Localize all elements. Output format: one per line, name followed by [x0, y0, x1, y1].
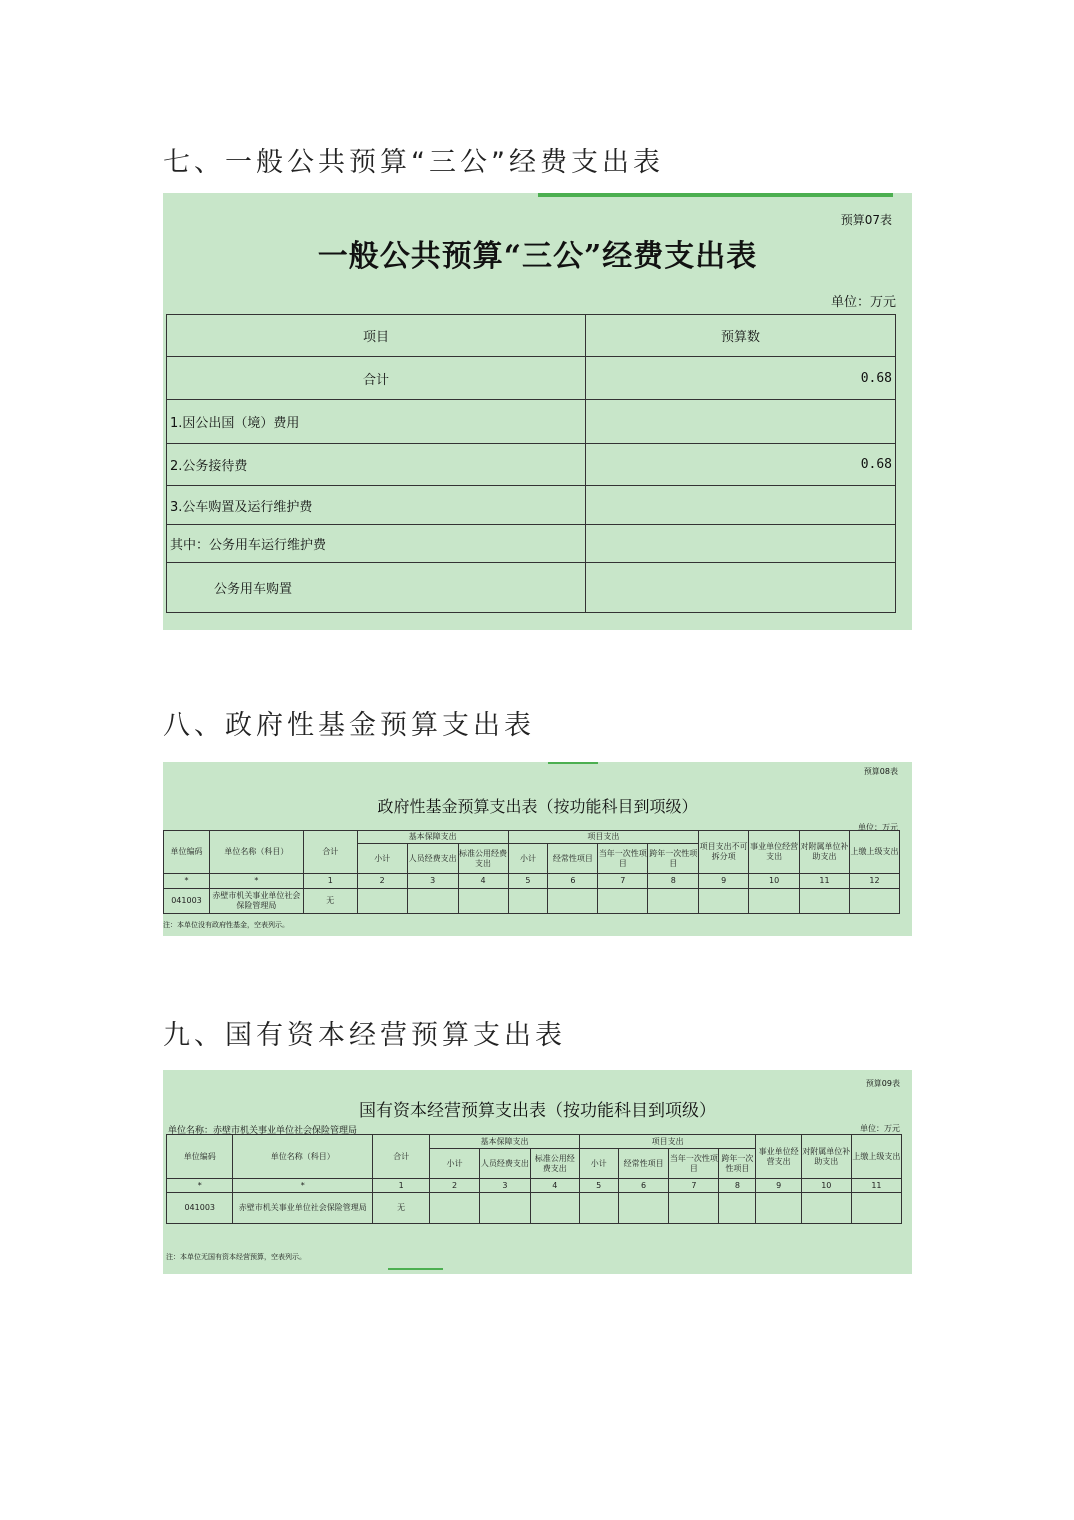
- table-row: [167, 525, 896, 563]
- three-public-expense-table: [166, 314, 896, 613]
- hdr-sub: 经常性项目: [548, 844, 598, 874]
- row-name: 赤壁市机关事业单位社会保险管理局: [209, 889, 303, 914]
- row-code: 041003: [164, 889, 210, 914]
- index-cell: 9: [756, 1179, 801, 1193]
- index-cell: *: [164, 874, 210, 889]
- gov-fund-expense-table: [163, 830, 900, 914]
- index-cell: 4: [458, 874, 508, 889]
- hdr-sub: 小计: [508, 844, 548, 874]
- index-cell: *: [233, 1179, 373, 1193]
- index-cell: 4: [530, 1179, 579, 1193]
- section7-heading: 七、一般公共预算“三公”经费支出表: [163, 147, 664, 178]
- index-cell: 11: [851, 1179, 901, 1193]
- hdr-name: 单位名称（科目）: [209, 831, 303, 874]
- unit-label: 单位：万元: [860, 1124, 900, 1133]
- table-row: [167, 444, 896, 486]
- hdr-sub: 经常性项目: [618, 1149, 669, 1179]
- panel-accent-bar: [538, 193, 893, 197]
- hdr-sub: 小计: [579, 1149, 618, 1179]
- index-cell: 9: [699, 874, 749, 889]
- hdr-project: 项目支出: [579, 1135, 756, 1149]
- table-number: 预算09表: [865, 1079, 900, 1088]
- index-row: [164, 874, 900, 889]
- table-title: 国有资本经营预算支出表（按功能科目到项级）: [359, 1101, 716, 1121]
- row-value: 0.68: [586, 357, 896, 400]
- hdr-sub: 当年一次性项目: [669, 1149, 719, 1179]
- table08-panel: [163, 762, 912, 936]
- row-value: 0.68: [586, 444, 896, 486]
- hdr-sub: 标准公用经费支出: [530, 1149, 579, 1179]
- hdr-upper: 上缴上级支出: [851, 1135, 901, 1179]
- table-title: 一般公共预算“三公”经费支出表: [317, 239, 758, 274]
- table-row: [167, 1193, 902, 1224]
- hdr-name: 单位名称（科目）: [233, 1135, 373, 1179]
- index-cell: 3: [407, 874, 458, 889]
- row-value: [586, 486, 896, 525]
- index-cell: 1: [303, 874, 357, 889]
- index-cell: *: [209, 874, 303, 889]
- hdr-sub: 当年一次性项目: [598, 844, 648, 874]
- hdr-public-affairs: 事业单位经营支出: [756, 1135, 801, 1179]
- panel-accent-bar: [548, 762, 598, 764]
- row-label: 其中：公务用车运行维护费: [167, 525, 586, 563]
- section9-heading: 九、国有资本经营预算支出表: [163, 1020, 566, 1051]
- row-label: 1.因公出国（境）费用: [167, 400, 586, 444]
- table-row: [164, 889, 900, 914]
- unit-label: 单位：万元: [858, 823, 898, 832]
- row-label: 2.公务接待费: [167, 444, 586, 486]
- row-code: 041003: [167, 1193, 233, 1224]
- row-label: 公务用车购置: [167, 563, 586, 613]
- table-note: 注：本单位无国有资本经营预算，空表列示。: [166, 1253, 306, 1261]
- index-cell: 6: [618, 1179, 669, 1193]
- index-cell: 8: [719, 1179, 756, 1193]
- index-cell: 6: [548, 874, 598, 889]
- index-cell: 5: [508, 874, 548, 889]
- table-number: 预算08表: [863, 767, 898, 776]
- index-cell: 7: [598, 874, 648, 889]
- section8-heading: 八、政府性基金预算支出表: [163, 710, 535, 741]
- table07-panel: [163, 193, 912, 630]
- hdr-sub: 跨年一次性项目: [648, 844, 699, 874]
- unit-label: 单位：万元: [830, 295, 896, 310]
- index-cell: 7: [669, 1179, 719, 1193]
- table-row: [167, 486, 896, 525]
- index-cell: 2: [430, 1179, 480, 1193]
- table-row: [167, 357, 896, 400]
- hdr-total: 合计: [373, 1135, 430, 1179]
- hdr-sub: 小计: [357, 844, 407, 874]
- index-cell: 2: [357, 874, 407, 889]
- index-cell: 8: [648, 874, 699, 889]
- index-cell: 10: [801, 1179, 851, 1193]
- col-header-amount: 预算数: [586, 315, 896, 357]
- table-title: 政府性基金预算支出表（按功能科目到项级）: [377, 797, 698, 816]
- col-header-item: 项目: [167, 315, 586, 357]
- state-capital-expense-table: [166, 1134, 902, 1224]
- row-value: [586, 525, 896, 563]
- table-row: [167, 400, 896, 444]
- hdr-sub: 人员经费支出: [480, 1149, 531, 1179]
- hdr-basic: 基本保障支出: [357, 831, 508, 844]
- index-cell: 10: [749, 874, 800, 889]
- index-cell: 11: [800, 874, 850, 889]
- hdr-project: 项目支出: [508, 831, 699, 844]
- hdr-proj-unrestricted: 项目支出不可拆分项: [699, 831, 749, 874]
- hdr-total: 合计: [303, 831, 357, 874]
- index-cell: 1: [373, 1179, 430, 1193]
- table-row: [167, 563, 896, 613]
- hdr-sub: 标准公用经费支出: [458, 844, 508, 874]
- panel-accent-bar: [388, 1268, 443, 1270]
- row-value: [586, 400, 896, 444]
- hdr-lower-subsidy: 对附属单位补助支出: [801, 1135, 851, 1179]
- row-label: 3.公车购置及运行维护费: [167, 486, 586, 525]
- hdr-sub: 跨年一次性项目: [719, 1149, 756, 1179]
- table-number: 预算07表: [840, 213, 892, 227]
- hdr-code: 单位编码: [164, 831, 210, 874]
- table-note: 注：本单位没有政府性基金，空表列示。: [163, 921, 289, 929]
- index-row: [167, 1179, 902, 1193]
- hdr-basic: 基本保障支出: [430, 1135, 580, 1149]
- row-name: 赤壁市机关事业单位社会保险管理局: [233, 1193, 373, 1224]
- hdr-public-affairs: 事业单位经营支出: [749, 831, 800, 874]
- table09-panel: [163, 1070, 912, 1274]
- hdr-upper: 上缴上级支出: [849, 831, 899, 874]
- hdr-sub: 人员经费支出: [407, 844, 458, 874]
- row-value: [586, 563, 896, 613]
- row-total: 无: [373, 1193, 430, 1224]
- index-cell: 12: [849, 874, 899, 889]
- row-label: 合计: [167, 357, 586, 400]
- hdr-lower-subsidy: 对附属单位补助支出: [800, 831, 850, 874]
- index-cell: *: [167, 1179, 233, 1193]
- hdr-sub: 小计: [430, 1149, 480, 1179]
- index-cell: 5: [579, 1179, 618, 1193]
- index-cell: 3: [480, 1179, 531, 1193]
- hdr-code: 单位编码: [167, 1135, 233, 1179]
- unit-name-label: 单位名称：赤壁市机关事业单位社会保险管理局: [168, 1126, 358, 1136]
- row-total: 无: [303, 889, 357, 914]
